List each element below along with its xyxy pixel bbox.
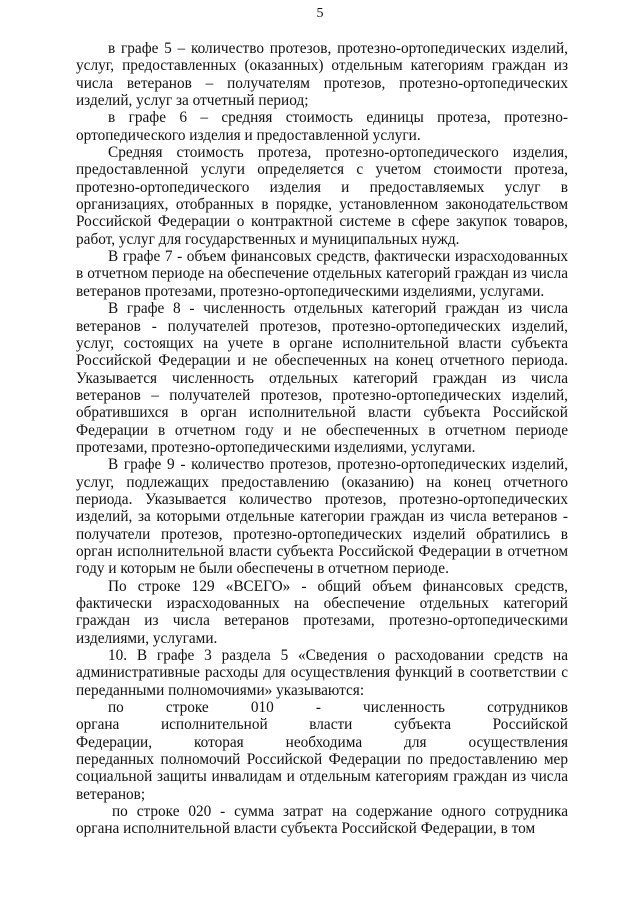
page-number: 5 — [316, 6, 324, 21]
paragraph-row-010 — [76, 699, 568, 803]
row-010-line-2 — [76, 716, 568, 733]
word: исполнительной — [160, 716, 268, 734]
word: 010 — [250, 699, 274, 717]
word: органа — [76, 716, 120, 734]
row-010-line-1 — [76, 699, 568, 716]
word: по — [108, 699, 124, 717]
paragraph-graph-6: в графе 6 – средняя стоимость единицы протеза, протезно-ортопедического изделия и предоставленной услуги. — [76, 109, 568, 144]
word: осуществления — [468, 733, 568, 751]
word: численность — [363, 699, 445, 717]
paragraph-graph-7: В графе 7 - объем финансовых средств, фактически израсходованных в отчетном периоде на обеспечение отдельных категорий граждан из числа ветеранов протезами, протезно-ортопедическими изделиями, услугами. — [76, 248, 568, 300]
word: - — [315, 699, 321, 717]
word: которая — [194, 733, 244, 751]
row-010-rest: переданных полномочий Российской Федерации по предоставлению мер социальной защиты инвалидам и отдельным категориям граждан из числа ветеранов; — [76, 751, 568, 803]
word: сотрудников — [487, 699, 568, 717]
word: строке — [165, 699, 209, 717]
row-010-line-3 — [76, 734, 568, 751]
paragraph-graph-5: в графе 5 – количество протезов, протезно-ортопедических изделий, услуг, предоставленных (оказанных) отдельным категориям граждан из числа ветеранов – получателям протезов, протезно-ортопедических изделий, услуг за отчетный период; — [76, 40, 568, 110]
word: Федерации, — [76, 733, 153, 751]
word: необходима — [285, 733, 363, 751]
paragraph-item-10: 10. В графе 3 раздела 5 «Сведения о расходовании средств на административные расходы для осуществления функций в соответствии с переданными полномочиями» указываются: — [76, 647, 568, 699]
word: Российской — [492, 716, 568, 734]
paragraph-graph-9: В графе 9 - количество протезов, протезно-ортопедических изделий, услуг, подлежащих предоставлению (оказанию) на конец отчетного периода. Указывается количество протезов, протезно-ортопедических изделий, за которыми отдельные категории граждан из числа ветеранов - получатели протезов, протезно-ортопедических изделий обратились в орган исполнительной власти субъекта Российской Федерации в отчетном году и которым не были обеспечены в отчетном периоде. — [76, 456, 568, 578]
word: власти — [309, 716, 353, 734]
paragraph-row-020: по строке 020 - сумма затрат на содержание одного сотрудника органа исполнительной власти субъекта Российской Федерации, в том — [76, 803, 568, 838]
paragraph-graph-8: В графе 8 - численность отдельных категорий граждан из числа ветеранов - получателей протезов, протезно-ортопедических изделий, услуг, состоящих на учете в органе исполнительной власти субъекта Российской Федерации и не обеспеченных на конец отчетного периода. Указывается численность отдельных категорий граждан из числа ветеранов – получателей протезов, протезно-ортопедических изделий, обратившихся в орган исполнительной власти субъекта Российской Федерации в отчетном году и не обеспеченных в отчетном периоде протезами, протезно-ортопедическими изделиями, услугами. — [76, 300, 568, 456]
paragraph-row-129: По строке 129 «ВСЕГО» - общий объем финансовых средств, фактически израсходованных на обеспечение отдельных категорий граждан из числа ветеранов протезами, протезно-ортопедическими изделиями, услугами. — [76, 577, 568, 647]
paragraph-average-cost: Средняя стоимость протеза, протезно-ортопедического изделия, предоставленной услуги определяется с учетом стоимости протеза, протезно-ортопедического изделия и предоставляемых услуг в организациях, отобранных в порядке, установленном законодательством Российской Федерации о контрактной системе в сфере закупок товаров, работ, услуг для государственных и муниципальных нужд. — [76, 144, 568, 248]
document-body — [76, 40, 568, 838]
word: для — [404, 733, 427, 751]
word: субъекта — [393, 716, 451, 734]
